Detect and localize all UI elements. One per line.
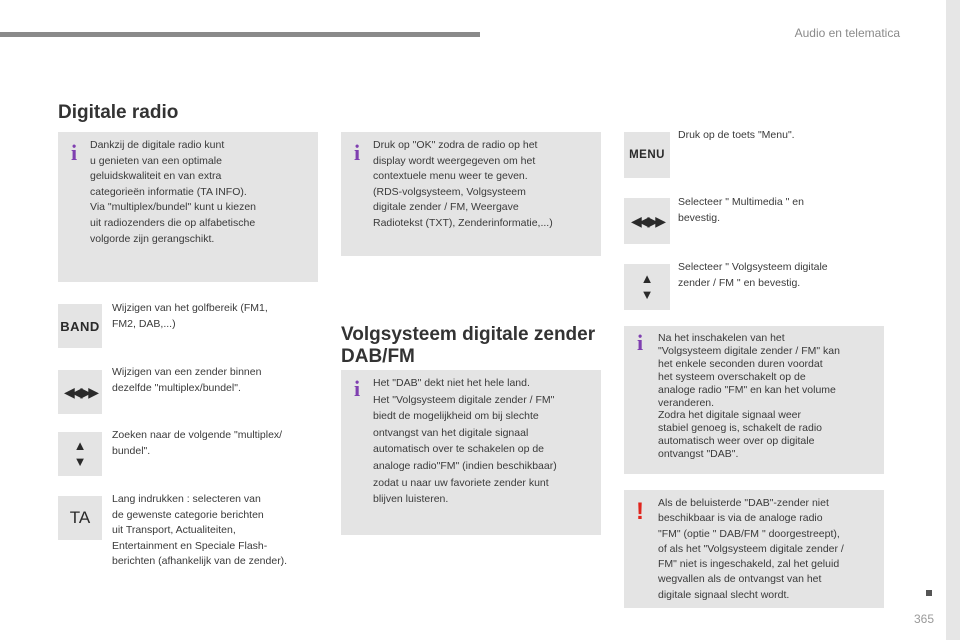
seek-buttons-icon: ◀◀ ▶▶ bbox=[58, 370, 102, 414]
ta-description: Lang indrukken : selecteren van de gewenste categorie berichten uit Transport, Actualiteiten, Entertainment en Speciale Flash- berichten (afhankelijk van de zender). bbox=[112, 493, 288, 568]
section-header: Audio en telematica bbox=[794, 26, 900, 40]
menu-button-icon: MENU bbox=[624, 132, 670, 178]
up-down-arrows-icon bbox=[624, 264, 670, 310]
page-number: 365 bbox=[913, 612, 934, 626]
continuation-marker bbox=[926, 590, 932, 596]
dab-info-box bbox=[341, 370, 601, 535]
warning-text: Als de beluisterde "DAB"-zender niet beschikbaar is via de analoge radio "FM" (optie " DAB/FM " doorgestreept), of als het "Volgsysteem digitale zender / FM" niet is ingeschakeld, zal het geluid wegvallen als de ontvangst van het digitale signaal slecht wordt. bbox=[658, 497, 844, 601]
intro-info-box bbox=[58, 132, 318, 282]
seek-description: Wijzigen van een zender binnen dezelfde "multiplex/bundel". bbox=[112, 366, 262, 394]
switch-info-box bbox=[624, 326, 884, 474]
ok-info-box bbox=[341, 132, 601, 256]
warning-box bbox=[624, 490, 884, 608]
warning-exclamation-icon: ! bbox=[636, 498, 644, 525]
arrow-up-icon: ▲ bbox=[73, 438, 87, 453]
intro-text: Dankzij de digitale radio kunt u genieten van een optimale geluidskwaliteit en van extra categorieën informatie (TA INFO). Via "multiplex/bundel" kunt u kiezen uit radiozenders die op alfabetische volgorde zijn gerangschikt. bbox=[90, 139, 257, 245]
step-multimedia-text: Selecteer " Multimedia " en bevestig. bbox=[678, 196, 804, 224]
arrow-up-icon: ▲ bbox=[640, 271, 654, 286]
info-icon: i bbox=[70, 140, 78, 165]
band-button-icon: BAND bbox=[58, 304, 102, 348]
dab-info-text: Het "DAB" dekt niet het hele land. Het "Volgsysteem digitale zender / FM" biedt de mogelijkheid om bij slechte ontvangst van het digitale signaal automatisch over te schakelen op de analoge radio"FM" (indien beschikbaar) zodat u naar uw favoriete zender kunt blijven luisteren. bbox=[373, 377, 557, 506]
switch-info-text: Na het inschakelen van het "Volgsysteem digitale zender / FM" kan het enkele seconden duren voordat het systeem overschakelt op de analoge radio "FM" en kan het volume veranderen. Zodra het digitale signaal weer stabiel genoeg is, schakelt de radio automatisch weer over op digitale ontvangst "DAB". bbox=[658, 332, 840, 461]
arrow-down-icon: ▼ bbox=[73, 454, 87, 469]
arrow-down-icon: ▼ bbox=[640, 287, 654, 302]
band-description: Wijzigen van het golfbereik (FM1, FM2, DAB,...) bbox=[112, 302, 268, 330]
info-icon: i bbox=[353, 376, 361, 401]
page-edge-strip bbox=[946, 0, 960, 640]
header-rule bbox=[0, 32, 480, 37]
ta-button-icon: TA bbox=[58, 496, 102, 540]
page-title: Digitale radio bbox=[58, 102, 179, 123]
seek-buttons-icon: ◀◀ ▶▶ bbox=[624, 198, 670, 244]
step-menu-text: Druk op de toets "Menu". bbox=[678, 129, 795, 141]
ok-info-text: Druk op "OK" zodra de radio op het display wordt weergegeven om het contextuele menu weer te geven. (RDS-volgsysteem, Volgsysteem digitale zender / FM, Weergave Radiotekst (TXT), Zenderinformatie,...) bbox=[373, 139, 553, 229]
search-multiplex-description: Zoeken naar de volgende "multiplex/ bundel". bbox=[112, 429, 283, 457]
section-title-dab-fm: Volgsysteem digitale zender DAB/FM bbox=[341, 324, 596, 367]
info-icon: i bbox=[353, 140, 361, 165]
step-follow-system-text: Selecteer " Volgsysteem digitale zender / FM " en bevestig. bbox=[678, 261, 828, 289]
info-icon: i bbox=[636, 330, 644, 355]
up-down-arrows-icon bbox=[58, 432, 102, 476]
